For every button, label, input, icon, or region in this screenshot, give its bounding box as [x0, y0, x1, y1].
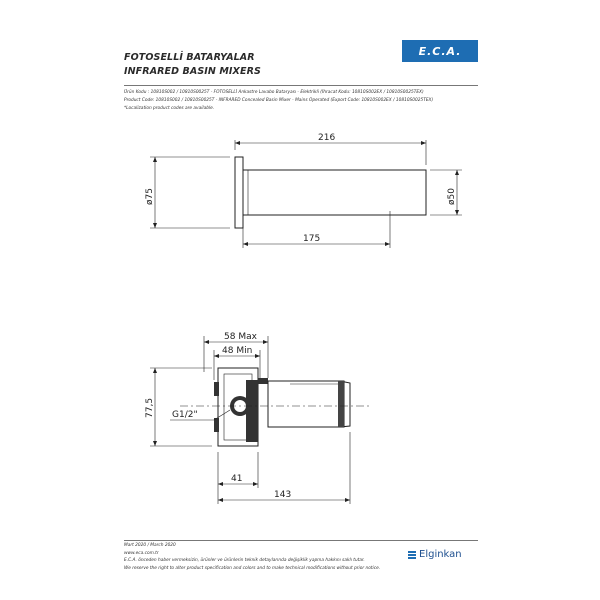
elginkan-logo: [408, 549, 462, 560]
title-en: INFRARED BASIN MIXERS: [124, 66, 261, 77]
arrow: [214, 354, 219, 358]
footer-website[interactable]: www.eca.com.tr: [124, 551, 159, 556]
arrow: [204, 340, 209, 344]
arrow: [218, 482, 223, 486]
product-code-en: Product Code: 10810S002 / 10810S0025T - INFRARED Concealed Basin Mixer - Mains Operated (Export Code: 10810S002EX / 10810S0025TEX): [124, 98, 434, 103]
logo-text: E.C.A.: [418, 44, 462, 58]
dim-41: 41: [231, 474, 243, 484]
arrow: [253, 482, 258, 486]
arrow: [255, 354, 260, 358]
spout-body: [268, 381, 344, 427]
brand-name: Elginkan: [419, 549, 462, 560]
arrow: [243, 242, 248, 246]
arrow: [345, 498, 350, 502]
dim-143: 143: [274, 490, 292, 500]
dim-diameter-75: ø75: [145, 188, 155, 205]
spout-cap: [338, 381, 344, 427]
arrow: [235, 141, 240, 145]
side-view: [145, 332, 370, 504]
dim-216: 216: [318, 133, 336, 143]
dim-thread: G1/2": [172, 410, 198, 420]
dim-77-5: 77,5: [145, 397, 155, 418]
product-code-tr: Ürün Kodu : 10810S002 / 10810S0025T - FOTOSELLİ Ankastre Lavabo Bataryası - Elektrikli (İhracat Kodu: 10810S002EX / 10810S0025TEX): [124, 90, 424, 95]
dim-175: 175: [303, 234, 321, 244]
pipe-outline: [243, 170, 426, 215]
arrow: [153, 223, 157, 228]
flange-outline: [235, 157, 243, 228]
title-tr: FOTOSELLİ BATARYALAR: [124, 52, 255, 63]
footer-note-en: We reserve the right to alter product specification and colors and to make technical modifications without prior notice.: [124, 566, 381, 571]
arrow: [153, 441, 157, 446]
elginkan-mark-icon: [408, 551, 416, 559]
footer-rule: [124, 540, 478, 541]
dim-48-min: 48 Min: [222, 346, 253, 356]
arrow: [263, 340, 268, 344]
footer-date: Mart 2020 / March 2020: [124, 543, 176, 548]
front-clip: [258, 378, 268, 384]
arrow: [385, 242, 390, 246]
arrow: [218, 498, 223, 502]
arrow: [421, 141, 426, 145]
arrow: [153, 157, 157, 162]
arrow: [455, 170, 459, 175]
dim-diameter-50: ø50: [447, 188, 457, 205]
bracket: [214, 418, 219, 432]
leader-line: [214, 410, 230, 420]
arrow: [153, 368, 157, 373]
top-view: [145, 133, 462, 248]
arrow: [455, 210, 459, 215]
localization-note: *Localization product codes are available.: [124, 106, 215, 111]
dim-58-max: 58 Max: [224, 332, 257, 342]
bracket: [214, 382, 219, 396]
footer-note-tr: E.C.A. önceden haber vermeksizin, ürünler ve ürünlerin teknik detaylarında değişiklik yapma hakkını saklı tutar.: [124, 558, 365, 563]
